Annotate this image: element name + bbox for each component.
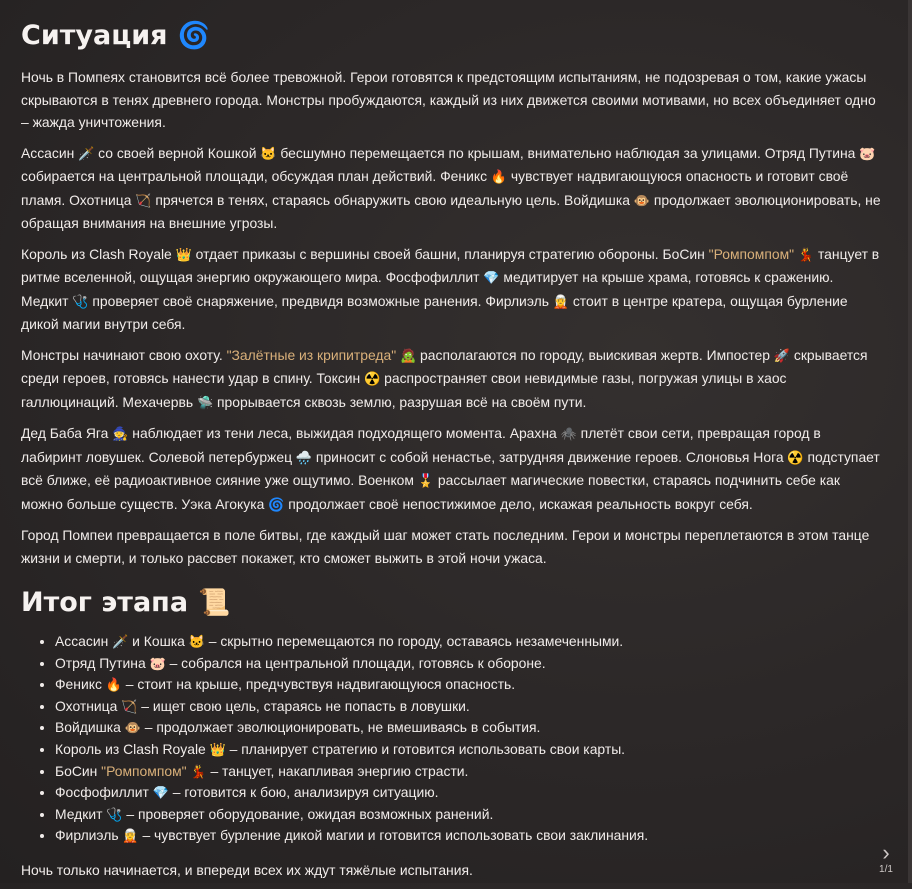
summary-list — [21, 631, 881, 847]
bow-icon: 🏹 — [121, 698, 138, 714]
gem-icon: 💎 — [152, 785, 169, 801]
monkey-icon: 🐵 — [633, 192, 650, 208]
list-item: • БоСин "Ромпомпом" 💃 – танцует, накапливая энергию страсти. — [55, 761, 881, 783]
dagger-icon: 🗡️ — [112, 634, 129, 649]
paragraph-heroes: Ассасин 🗡️ со своей верной Кошкой 🐱 бесшумно перемещается по крышам, внимательно наблюдая за улицами. Отряд Путина 🐷 собирается на центральной площади, обсуждая план действий. Феникс 🔥 чувствует надвигающуюся опасность и готовит своё пламя. Охотница 🏹 прячется в тенях, стараясь обнаружить свою идеальную цель. Войдишка 🐵 продолжает эволюционировать, не обращая внимания на внешние угрозы. — [21, 144, 881, 231]
dancer-icon: 💃 — [190, 763, 207, 779]
paragraph-monsters: Монстры начинают свою охоту. "Залётные из крипитреда" 🧟 располагаются по городу, выискивая жертв. Импостер 🚀 скрывается среди героев, готовясь нанести удар в спину. Токсин ☢️ распространяет свои невидимые газы, погружая улицы в хаос галлюцинаций. Мехачервь 🛸 прорывается сквозь землю, разрушая всё на своём пути. — [21, 346, 868, 410]
rain-cloud-icon: 🌧️ — [295, 449, 313, 465]
paragraph-closing: Ночь только начинается, и впереди всех их ждут тяжёлые испытания. — [21, 861, 473, 878]
medal-icon: 🎖️ — [417, 473, 435, 488]
radioactive-icon: ☢️ — [787, 449, 804, 465]
paragraph-king: Король из Clash Royale 👑 отдает приказы с вершины своей башни, планируя стратегию обороны. БоСин "Ромпомпом" 💃 танцует в ритме вселенной, ощущая энергию окружающего мира. Фосфофиллит 💎 медитирует на крыше храма, готовясь к сражению. Медкит 🩺 проверяет своё снаряжение, предвидя возможные ранения. Фирлиэль 🧝 стоит в центре кратера, ощущая бурление дикой магии внутри себя. — [21, 245, 880, 332]
zombie-icon: 🧟 — [400, 347, 417, 363]
crown-icon: 👑 — [175, 246, 192, 262]
list-item: • Король из Clash Royale 👑 – планирует стратегию и готовится использовать свои карты. — [55, 739, 881, 761]
ufo-icon: 🛸 — [196, 394, 214, 410]
list-item: • Фирлиэль 🧝 – чувствует бурление дикой магии и готовится использовать свои заклинания. — [55, 825, 881, 847]
paragraph-villains: Дед Баба Яга 🧙 наблюдает из тени леса, выжидая подходящего момента. Арахна 🕷️ плетёт свои сети, превращая город в лабиринт ловушек. Солевой петербуржец 🌧️ приносит с собой ненастье, затрудняя движение героев. Слоновья Нога ☢️ подступает всё ближе, её радиоактивное сияние уже ощутимо. Военком 🎖️ рассылает магические повестки, стараясь подчинить себе как можно больше существ. Уэка Агокука 🌀 продолжает своё непостижимое дело, искажая реальность вокруг себя. — [21, 425, 880, 512]
fire-icon: 🔥 — [105, 677, 122, 693]
mage-icon: 🧙 — [112, 426, 129, 441]
list-item: • Фосфофиллит 💎 – готовится к бою, анализируя ситуацию. — [55, 782, 881, 804]
elf-icon: 🧝 — [552, 293, 569, 309]
page-counter: 1/1 — [879, 864, 893, 875]
bow-icon: 🏹 — [135, 192, 152, 208]
list-item: • Войдишка 🐵 – продолжает эволюционировать, не вмешиваясь в события. — [55, 717, 881, 739]
scroll-icon: 📜 — [198, 588, 231, 618]
crown-icon: 👑 — [209, 741, 226, 757]
list-item: • Охотница 🏹 – ищет свою цель, стараясь не попасть в ловушки. — [55, 696, 881, 718]
paragraph-intro: Ночь в Помпеях становится всё более тревожной. Герои готовятся к предстоящим испытаниям, не подозревая о том, какие ужасы скрываются в тенях древнего города. Монстры пробуждаются, каждый из них движется своими мотивами, но всех объединяет одно – жажда уничтожения. — [21, 69, 876, 130]
fire-icon: 🔥 — [490, 169, 508, 184]
list-item: • Медкит 🩺 – проверяет оборудование, ожидая возможных ранений. — [55, 804, 881, 826]
dagger-icon: 🗡️ — [78, 145, 95, 161]
radioactive-icon: ☢️ — [364, 371, 381, 386]
heading-text: Ситуация — [21, 20, 168, 51]
stethoscope-icon: 🩺 — [106, 806, 123, 822]
message-content — [21, 14, 881, 889]
cat-icon: 🐱 — [260, 145, 277, 161]
swirl-icon: 🌀 — [177, 21, 210, 51]
section-heading-situation — [21, 14, 881, 58]
gem-icon: 💎 — [483, 270, 500, 285]
scrollbar[interactable] — [908, 0, 912, 883]
chevron-right-icon[interactable]: › — [882, 840, 890, 865]
elf-icon: 🧝 — [122, 828, 139, 844]
swirl-icon: 🌀 — [268, 496, 285, 512]
list-item: • Отряд Путина 🐷 – собрался на центральной площади, готовясь к обороне. — [55, 653, 881, 675]
paragraph-city: Город Помпеи превращается в поле битвы, где каждый шаг может стать последним. Герои и монстры переплетаются в этом танце жизни и смерти, и только рассвет покажет, кто сможет выжить в этой ночи ужаса. — [21, 527, 870, 566]
list-item: • Феникс 🔥 – стоит на крыше, предчувствуя надвигающуюся опасность. — [55, 674, 881, 696]
rocket-icon: 🚀 — [773, 347, 791, 363]
cat-icon: 🐱 — [188, 634, 205, 649]
stethoscope-icon: 🩺 — [72, 293, 89, 309]
monkey-icon: 🐵 — [124, 720, 141, 736]
pagination — [874, 842, 898, 875]
spider-icon: 🕷️ — [560, 426, 577, 441]
pig-icon: 🐷 — [859, 145, 876, 161]
heading-text: Итог этапа — [21, 587, 189, 618]
list-item: • Ассасин 🗡️ и Кошка 🐱 – скрытно перемещаются по городу, оставаясь незамеченными. — [55, 631, 881, 653]
section-heading-summary — [21, 581, 881, 625]
dancer-icon: 💃 — [797, 246, 815, 262]
pig-icon: 🐷 — [149, 655, 166, 671]
